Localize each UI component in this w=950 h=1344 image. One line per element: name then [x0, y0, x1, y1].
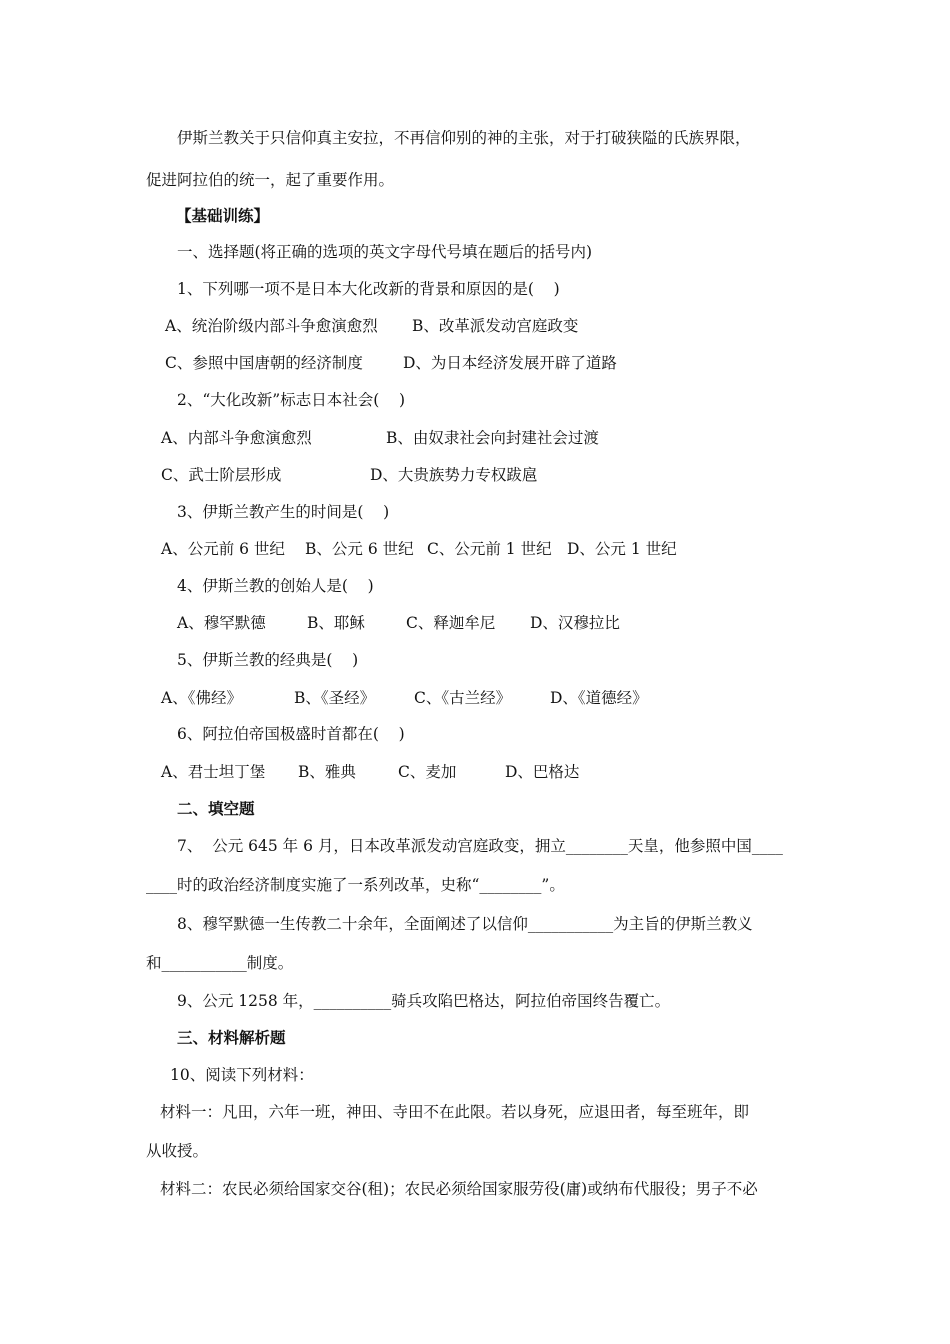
q4-stem: 4、伊斯兰教的创始人是( ) — [177, 577, 374, 595]
material-1-line-2: 从收授。 — [146, 1142, 209, 1160]
q3-option-d: D、公元 1 世纪 — [567, 540, 677, 558]
q5-option-d: D、《道德经》 — [550, 689, 648, 707]
q4-option-d: D、汉穆拉比 — [530, 614, 620, 632]
q6-option-b: B、雅典 — [298, 763, 356, 781]
q5-option-b: B、《圣经》 — [294, 689, 376, 707]
q1-option-b: B、改革派发动宫庭政变 — [412, 317, 579, 335]
q6-option-c: C、麦加 — [398, 763, 457, 781]
q1-option-c: C、参照中国唐朝的经济制度 — [165, 354, 363, 372]
q3-option-c: C、公元前 1 世纪 — [427, 540, 552, 558]
q6-option-a: A、君士坦丁堡 — [161, 763, 266, 781]
q8-line-1: 8、穆罕默德一生传教二十余年，全面阐述了以信仰___________为主旨的伊斯兰教义 — [177, 915, 753, 933]
section-basic-training: 【基础训练】 — [176, 206, 270, 225]
q5-option-a: A、《佛经》 — [161, 689, 242, 707]
part2-heading: 二、填空题 — [177, 799, 255, 818]
intro-line-1: 伊斯兰教关于只信仰真主安拉，不再信仰别的神的主张，对于打破狭隘的氏族界限， — [177, 129, 751, 147]
q4-option-a: A、穆罕默德 — [177, 614, 266, 632]
material-2-line-1: 材料二：农民必须给国家交谷(租)；农民必须给国家服劳役(庸)或纳布代服役；男子不必 — [160, 1180, 758, 1198]
q5-stem: 5、伊斯兰教的经典是( ) — [177, 651, 359, 669]
q4-option-b: B、耶稣 — [307, 614, 365, 632]
q2-option-c: C、武士阶层形成 — [161, 466, 282, 484]
q7-line-1: 7、 公元 645 年 6 月，日本改革派发动宫庭政变，拥立________天皇，他参照中国____ — [177, 837, 783, 855]
q3-option-a: A、公元前 6 世纪 — [161, 540, 285, 558]
q10-stem: 10、阅读下列材料： — [170, 1066, 314, 1084]
q2-option-d: D、大贵族势力专权跋扈 — [370, 466, 538, 484]
q2-stem: 2、“大化改新”标志日本社会( ) — [177, 391, 406, 409]
part3-heading: 三、材料解析题 — [177, 1028, 286, 1047]
q6-option-d: D、巴格达 — [505, 763, 580, 781]
q1-option-d: D、为日本经济发展开辟了道路 — [403, 354, 617, 372]
q6-stem: 6、阿拉伯帝国极盛时首都在( ) — [177, 725, 405, 743]
q3-stem: 3、伊斯兰教产生的时间是( ) — [177, 503, 390, 521]
q3-option-b: B、公元 6 世纪 — [305, 540, 414, 558]
intro-line-2: 促进阿拉伯的统一，起了重要作用。 — [146, 171, 395, 189]
q1-stem: 1、下列哪一项不是日本大化改新的背景和原因的是( ) — [177, 280, 560, 298]
q8-line-2: 和___________制度。 — [146, 954, 294, 972]
q4-option-c: C、释迦牟尼 — [406, 614, 496, 632]
q2-option-b: B、由奴隶社会向封建社会过渡 — [386, 429, 599, 447]
q2-option-a: A、内部斗争愈演愈烈 — [161, 429, 312, 447]
q1-option-a: A、统治阶级内部斗争愈演愈烈 — [165, 317, 378, 335]
part1-heading: 一、选择题(将正确的选项的英文字母代号填在题后的括号内) — [177, 243, 593, 261]
q5-option-c: C、《古兰经》 — [414, 689, 512, 707]
q9: 9、公元 1258 年，__________骑兵攻陷巴格达，阿拉伯帝国终告覆亡。 — [177, 992, 671, 1010]
material-1-line-1: 材料一：凡田，六年一班，神田、寺田不在此限。若以身死，应退田者，每至班年，即 — [160, 1103, 750, 1121]
q7-line-2: ____时的政治经济制度实施了一系列改革，史称“________”。 — [146, 876, 565, 894]
